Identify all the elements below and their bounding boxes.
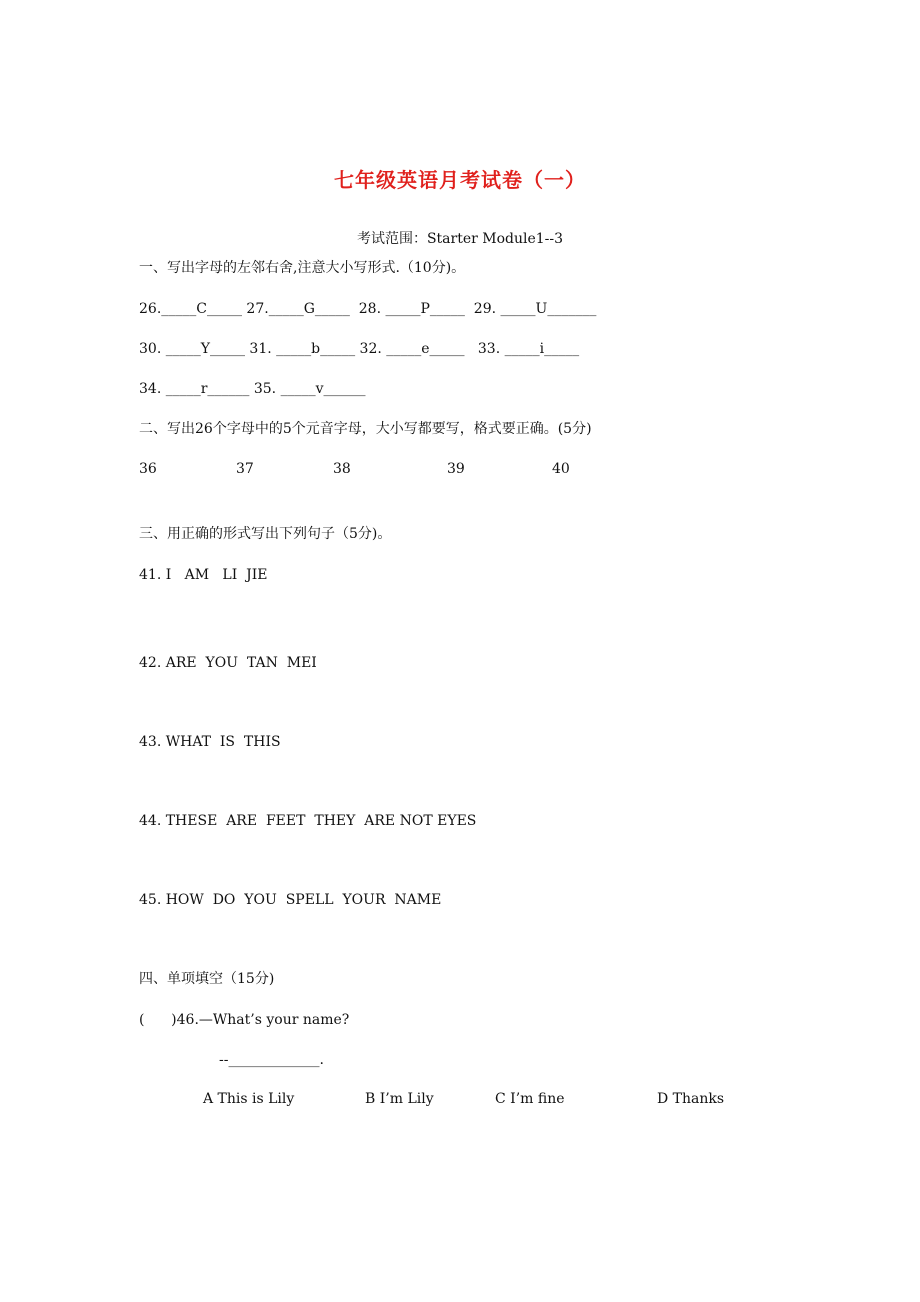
sentence-item: 45. HOW DO YOU SPELL YOUR NAME xyxy=(139,892,442,908)
vowel-answer-number: 39 xyxy=(447,461,465,477)
answer-blank: --_____________. xyxy=(219,1052,324,1068)
exam-title: 七年级英语月考试卷（一） xyxy=(334,168,586,192)
question-46: ( )46.—What’s your name? xyxy=(139,1012,350,1028)
section1-heading: 一、写出字母的左邻右舍,注意大小写形式.（10分)。 xyxy=(139,260,466,276)
vowel-answer-number: 37 xyxy=(236,461,254,477)
sentence-item: 42. ARE YOU TAN MEI xyxy=(139,655,317,671)
vowel-answer-number: 36 xyxy=(139,461,157,477)
sentence-item: 43. WHAT IS THIS xyxy=(139,734,281,750)
exam-scope: 考试范围：Starter Module1--3 xyxy=(356,231,564,247)
vowel-answer-number: 38 xyxy=(333,461,351,477)
section3-heading: 三、用正确的形式写出下列句子（5分)。 xyxy=(139,526,392,542)
section1-row-2: 30. _____Y_____ 31. _____b_____ 32. _____e_____ 33. _____i_____ xyxy=(139,341,580,357)
section2-heading: 二、写出26个字母中的5个元音字母，大小写都要写，格式要正确。(5分) xyxy=(139,421,592,437)
section1-row-1: 26._____C_____ 27._____G_____ 28. _____P_____ 29. _____U_______ xyxy=(139,301,597,317)
sentence-item: 41. I AM LI JIE xyxy=(139,567,268,583)
sentence-item: 44. THESE ARE FEET THEY ARE NOT EYES xyxy=(139,813,477,829)
option-a: A This is Lily xyxy=(203,1091,295,1107)
section4-heading: 四、单项填空（15分) xyxy=(139,971,275,987)
option-b: B I’m Lily xyxy=(365,1091,434,1107)
vowel-answer-number: 40 xyxy=(552,461,570,477)
option-d: D Thanks xyxy=(657,1091,725,1107)
section1-row-3: 34. _____r______ 35. _____v______ xyxy=(139,381,366,397)
option-c: C I’m fine xyxy=(495,1091,565,1107)
